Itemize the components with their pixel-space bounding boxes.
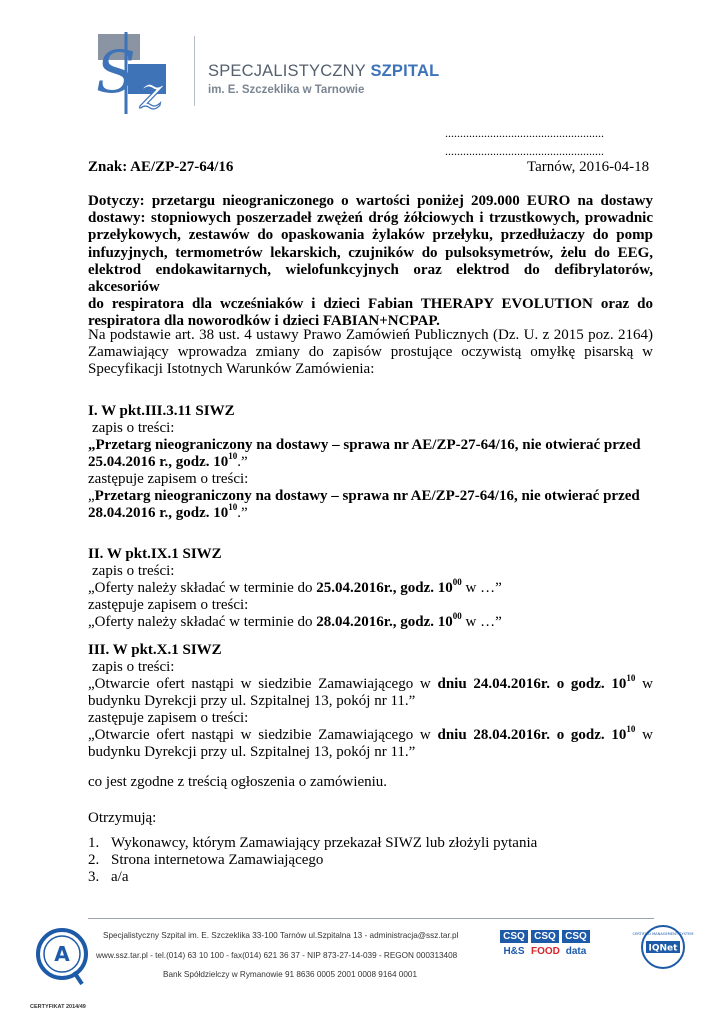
footer-contact: www.ssz.tar.pl - tel.(014) 63 10 100 - fax(014) 621 36 37 - NIP 873-27-14-039 - REGON 000313408 <box>96 951 458 960</box>
document-date: Tarnów, 2016-04-18 <box>527 159 650 175</box>
subject-line: przełykowych, zestawów do opaskowania żylaków przełyku, przedłużaczy do pomp <box>88 227 653 244</box>
section-2-old-label: zapis o treści: <box>92 563 175 579</box>
section-2-heading: II. W pkt.IX.1 SIWZ <box>88 546 222 562</box>
subject-line: dostawy: stopniowych poszerzadeł zwężeń dróg żółciowych i trzustkowych, prowadnic <box>88 210 653 227</box>
intro-line: Zamawiający wprowadza zmiany do zapisów prostujące oczywistą omyłkę pisarską w <box>88 344 653 361</box>
section-3-new-label: zastępuje zapisem o treści: <box>88 710 249 726</box>
section-2-new-label: zastępuje zapisem o treści: <box>88 597 249 613</box>
section-3-old-text: „Otwarcie ofert nastąpi w siedzibie Zamawiającego w dniu 24.04.2016r. o godz. $10^{10}$ w budynku Dyrekcji przy ul. Szpitalnej 13, pokój nr 11.” <box>88 673 653 710</box>
footer-divider <box>88 918 654 919</box>
recipient-item: 2. Strona internetowa Zamawiającego <box>88 852 324 868</box>
section-1-heading: I. W pkt.III.3.11 SIWZ <box>88 403 235 419</box>
section-3-new-text: „Otwarcie ofert nastąpi w siedzibie Zamawiającego w dniu 28.04.2016r. o godz. $10^{10}$ w budynku Dyrekcji przy ul. Szpitalnej 13, pokój nr 11.” <box>88 724 653 761</box>
section-1-old-label: zapis o treści: <box>92 420 175 436</box>
section-2-old-text: „Oferty należy składać w terminie do 25.04.2016r., godz. $10^{00}$ w …” <box>88 577 502 596</box>
csq-badge: CSQ <box>500 930 528 943</box>
hospital-subtitle: im. E. Szczeklika w Tarnowie <box>208 84 365 96</box>
subject-line: do respiratora dla wcześniaków i dzieci Fabian THERAPY EVOLUTION oraz do <box>88 296 653 313</box>
iqnet-label: IQNet <box>648 943 678 954</box>
csq-badge: CSQ <box>531 930 559 943</box>
intro-paragraph <box>88 327 653 379</box>
subject-line: respiratora dla noworodków i dzieci FABIAN+NCPAP. <box>88 313 440 330</box>
csq-badges <box>500 930 630 970</box>
closing-text: co jest zgodne z treścią ogłoszenia o zamówieniu. <box>88 774 388 790</box>
section-2-new-text: „Oferty należy składać w terminie do 28.04.2016r., godz. $10^{00}$ w …” <box>88 611 502 630</box>
subject-line: infuzyjnych, termometrów lekarskich, czujników do pulsoksymetrów, żelu do EEG, <box>88 244 653 261</box>
subject-line: elektrod endokawitarnych, wielofunkcyjnych oraz elektrod do defibrylatorów, akcesoriów <box>88 261 653 296</box>
aq-cert-logo <box>30 924 94 1004</box>
svg-text:z: z <box>140 68 164 119</box>
recipients-label: Otrzymują: <box>88 810 157 826</box>
recipient-item: 3. a/a <box>88 869 129 885</box>
svg-text:S: S <box>96 38 136 106</box>
footer-address: Specjalistyczny Szpital im. E. Szczeklika 33-100 Tarnów ul.Szpitalna 13 - administracja@ssz.tar.pl <box>103 931 459 940</box>
section-1-new-label: zastępuje zapisem o treści: <box>88 471 249 487</box>
iqnet-arc-label: CERTIFIED MANAGEMENT SYSTEM <box>632 932 694 936</box>
recipient-item: 1. Wykonawcy, którym Zamawiający przekazał SIWZ lub złożyli pytania <box>88 835 538 851</box>
csq-badge: CSQ <box>562 930 590 943</box>
section-1-new-text-1: „Przetarg nieograniczony na dostawy – sprawa nr AE/ZP-27-64/16, nie otwierać przed <box>88 488 640 504</box>
subject-line: Dotyczy: przetargu nieograniczonego o wartości poniżej 209.000 EURO na dostawy <box>88 193 653 209</box>
section-3-heading: III. W pkt.X.1 SIWZ <box>88 642 222 658</box>
case-sign: Znak: AE/ZP-27-64/16 <box>88 159 234 175</box>
hospital-logo <box>88 28 188 118</box>
svg-text:A: A <box>54 942 70 966</box>
intro-line: Na podstawie art. 38 ust. 4 ustawy Prawo Zamówień Publicznych (Dz. U. z 2015 poz. 2164) <box>88 327 653 343</box>
section-1-old-text-2: 25.04.2016 r., godz. $10^{10}$.” <box>88 451 248 470</box>
intro-line: Specyfikacji Istotnych Warunków Zamówienia: <box>88 361 375 378</box>
signature-dots-1: ..................................................... <box>445 126 604 140</box>
section-1-new-text-2: 28.04.2016 r., godz. $10^{10}$.” <box>88 502 248 521</box>
csq-hs-label: H&S <box>503 946 525 957</box>
iqnet-logo <box>632 924 694 970</box>
header-divider <box>194 36 195 106</box>
csq-data-label: data <box>565 946 587 957</box>
section-1-old-text-1: „Przetarg nieograniczony na dostawy – sprawa nr AE/ZP-27-64/16, nie otwierać przed <box>88 437 641 453</box>
subject-paragraph <box>88 193 653 331</box>
section-3-old-label: zapis o treści: <box>92 659 175 675</box>
hospital-name: SPECJALISTYCZNY SZPITAL <box>208 62 440 80</box>
footer-bank: Bank Spółdzielczy w Rymanowie 91 8636 0005 2001 0008 9164 0001 <box>163 970 417 979</box>
signature-dots-2: ..................................................... <box>445 144 604 158</box>
csq-food-label: FOOD <box>531 946 560 957</box>
cert-label: CERTYFIKAT 2014/49 <box>30 1004 86 1010</box>
